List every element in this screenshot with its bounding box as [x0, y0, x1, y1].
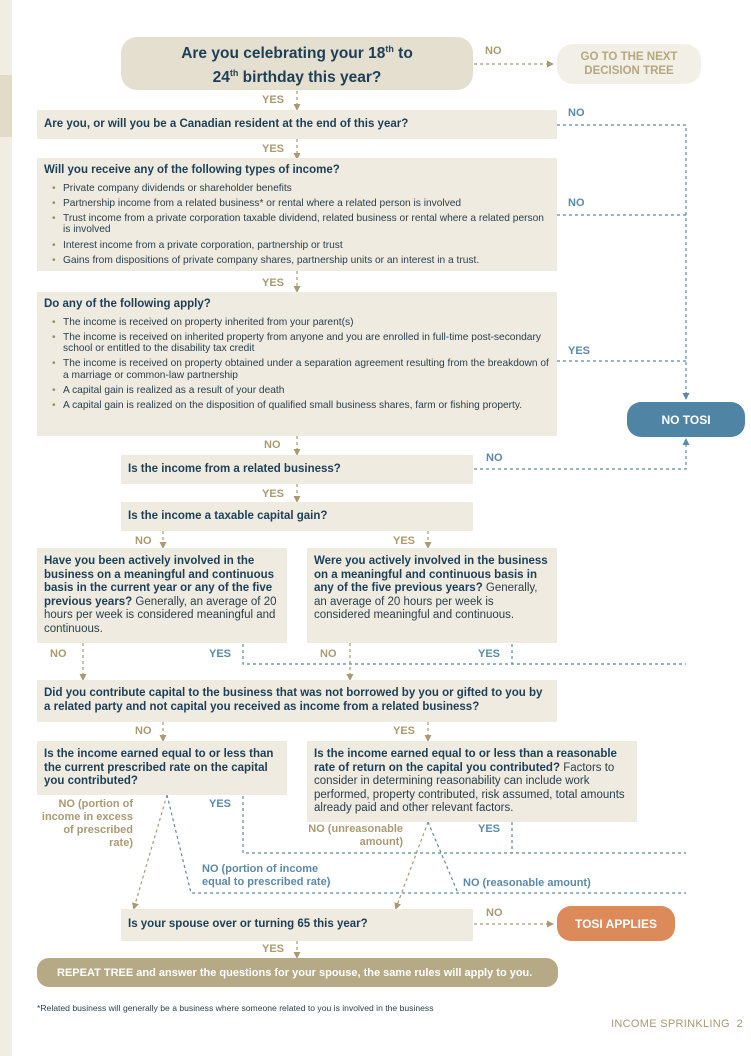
label-related-no: NO: [486, 452, 503, 464]
active-current-note: Generally, an average of 20 hours per week is considered meaningful and continuous.: [44, 595, 277, 635]
no-tosi-pill: NO TOSI: [627, 402, 745, 437]
label-capital-no: NO: [135, 725, 152, 737]
label-income-no: NO: [568, 197, 585, 209]
resident-question-box: [37, 110, 557, 139]
exclusions-list: [44, 317, 550, 412]
list-item: • A capital gain is realized as a result of your death: [63, 385, 550, 396]
list-item: • Private company dividends or shareholder benefits: [63, 183, 550, 194]
footnote: *Related business will generally be a business where someone related to you is involved in the business: [37, 1003, 434, 1013]
label-active-current-yes: YES: [209, 648, 232, 660]
repeat-tree-pill: REPEAT TREE and answer the questions for your spouse, the same rules will apply to you.: [37, 958, 558, 987]
label-no-unreasonable: NO (unreasonable amount): [308, 823, 403, 848]
exclusions-box: [37, 292, 557, 436]
page-footer: [611, 1018, 743, 1030]
label-resident-yes: YES: [262, 143, 285, 155]
top-question-text-1: Are you celebrating your 18: [181, 45, 386, 63]
capital-gain-box: [121, 502, 473, 531]
label-spouse-yes: YES: [262, 943, 285, 955]
label-spouse-no: NO: [486, 907, 503, 919]
page-label: INCOME SPRINKLING: [611, 1018, 730, 1030]
label-resident-no: NO: [568, 107, 585, 119]
page-number: 2: [736, 1018, 743, 1030]
exclusions-question: Do any of the following apply?: [44, 298, 211, 310]
label-capital-yes: YES: [393, 725, 416, 737]
list-item: • Trust income from a private corporation taxable dividend, related business or rental where a related person is involved: [63, 213, 550, 236]
income-types-box: [37, 158, 557, 271]
top-question-pill: Are you celebrating your 18th to 24th birthday this year?: [121, 37, 473, 90]
resident-question: Are you, or will you be a Canadian resident at the end of this year?: [44, 118, 409, 130]
label-exclusions-no: NO: [264, 439, 281, 451]
label-no-excess: NO (portion of income in excess of prescribed rate): [41, 798, 133, 849]
income-types-list: [44, 183, 550, 267]
label-gain-no: NO: [135, 535, 152, 547]
path-reasonable-amount: [428, 822, 458, 893]
active-current-question: Have you been actively involved in the business on a meaningful and continuous basis in the current year or any of the five previous years?: [44, 555, 275, 608]
list-item: • The income is received on property inherited from your parent(s): [63, 317, 550, 328]
active-prior-box: [307, 548, 557, 643]
list-item: • The income is received on property obtained under a separation agreement resulting from the breakdown of a marriage or common-law partnership: [63, 358, 550, 381]
capital-contribution-box: [37, 680, 557, 722]
reasonable-return-question: Is the income earned equal to or less than a reasonable rate of return on the capital you contributed?: [314, 748, 617, 774]
label-active-current-no: NO: [50, 648, 67, 660]
label-exclusions-yes: YES: [568, 345, 591, 357]
reasonable-return-box: [307, 741, 637, 822]
path-active-current-yes: [243, 644, 686, 664]
active-current-box: [37, 548, 287, 643]
capital-gain-question: Is the income a taxable capital gain?: [128, 510, 328, 522]
label-active-prior-yes: YES: [478, 648, 501, 660]
related-business-box: [121, 455, 473, 484]
label-no-reasonable: NO (reasonable amount): [463, 877, 591, 889]
reasonable-return-note: Factors to consider in determining reasonability can include work performed, property contributed, risk assumed, total amounts already paid and other relevant factors.: [314, 761, 625, 814]
list-item: • Interest income from a private corporation, partnership or trust: [63, 240, 550, 251]
related-business-question: Is the income from a related business?: [128, 463, 341, 475]
capital-contribution-question: Did you contribute capital to the business that was not borrowed by you or gifted to you by a related party and not capital you received as income from a related business?: [44, 687, 543, 713]
list-item: • A capital gain is realized on the disposition of qualified small business shares, farm or fishing property.: [63, 400, 550, 411]
active-prior-question: Were you actively involved in the business on a meaningful and continuous basis in any of the five previous years?: [314, 555, 548, 594]
label-top-yes: YES: [262, 94, 285, 106]
path-related-no: [474, 440, 686, 469]
label-income-yes: YES: [262, 277, 285, 289]
list-item: • Gains from dispositions of private company shares, partnership units or an interest in a trust.: [63, 255, 550, 266]
label-prescribed-yes: YES: [209, 798, 232, 810]
prescribed-rate-question: Is the income earned equal to or less than the current prescribed rate on the capital you contributed?: [44, 748, 274, 787]
list-item: • Partnership income from a related business* or rental where a related person is involved: [63, 198, 550, 209]
label-active-prior-no: NO: [320, 648, 337, 660]
label-gain-yes: YES: [393, 535, 416, 547]
label-reasonable-yes: YES: [478, 823, 501, 835]
prescribed-rate-box: [37, 741, 287, 795]
active-prior-note: Generally, an average of 20 hours per week is considered meaningful and continuous.: [314, 582, 538, 621]
label-top-no: NO: [485, 45, 502, 57]
income-types-question: Will you receive any of the following types of income?: [44, 164, 340, 176]
label-related-yes: YES: [262, 488, 285, 500]
arrow-excess-to-spouse: [134, 795, 167, 908]
list-item: • The income is received on inherited property from anyone and you are enrolled in full-time post-secondary school or entitled to the disability tax credit: [63, 332, 550, 355]
spouse-question-box: [121, 909, 473, 941]
tosi-applies-pill: TOSI APPLIES: [557, 906, 675, 941]
spouse-question: Is your spouse over or turning 65 this year?: [128, 918, 368, 930]
label-no-portion-equal: NO (portion of income equal to prescribed rate): [202, 863, 331, 888]
go-next-decision-tree-pill: GO TO THE NEXT DECISION TREE: [557, 44, 701, 84]
